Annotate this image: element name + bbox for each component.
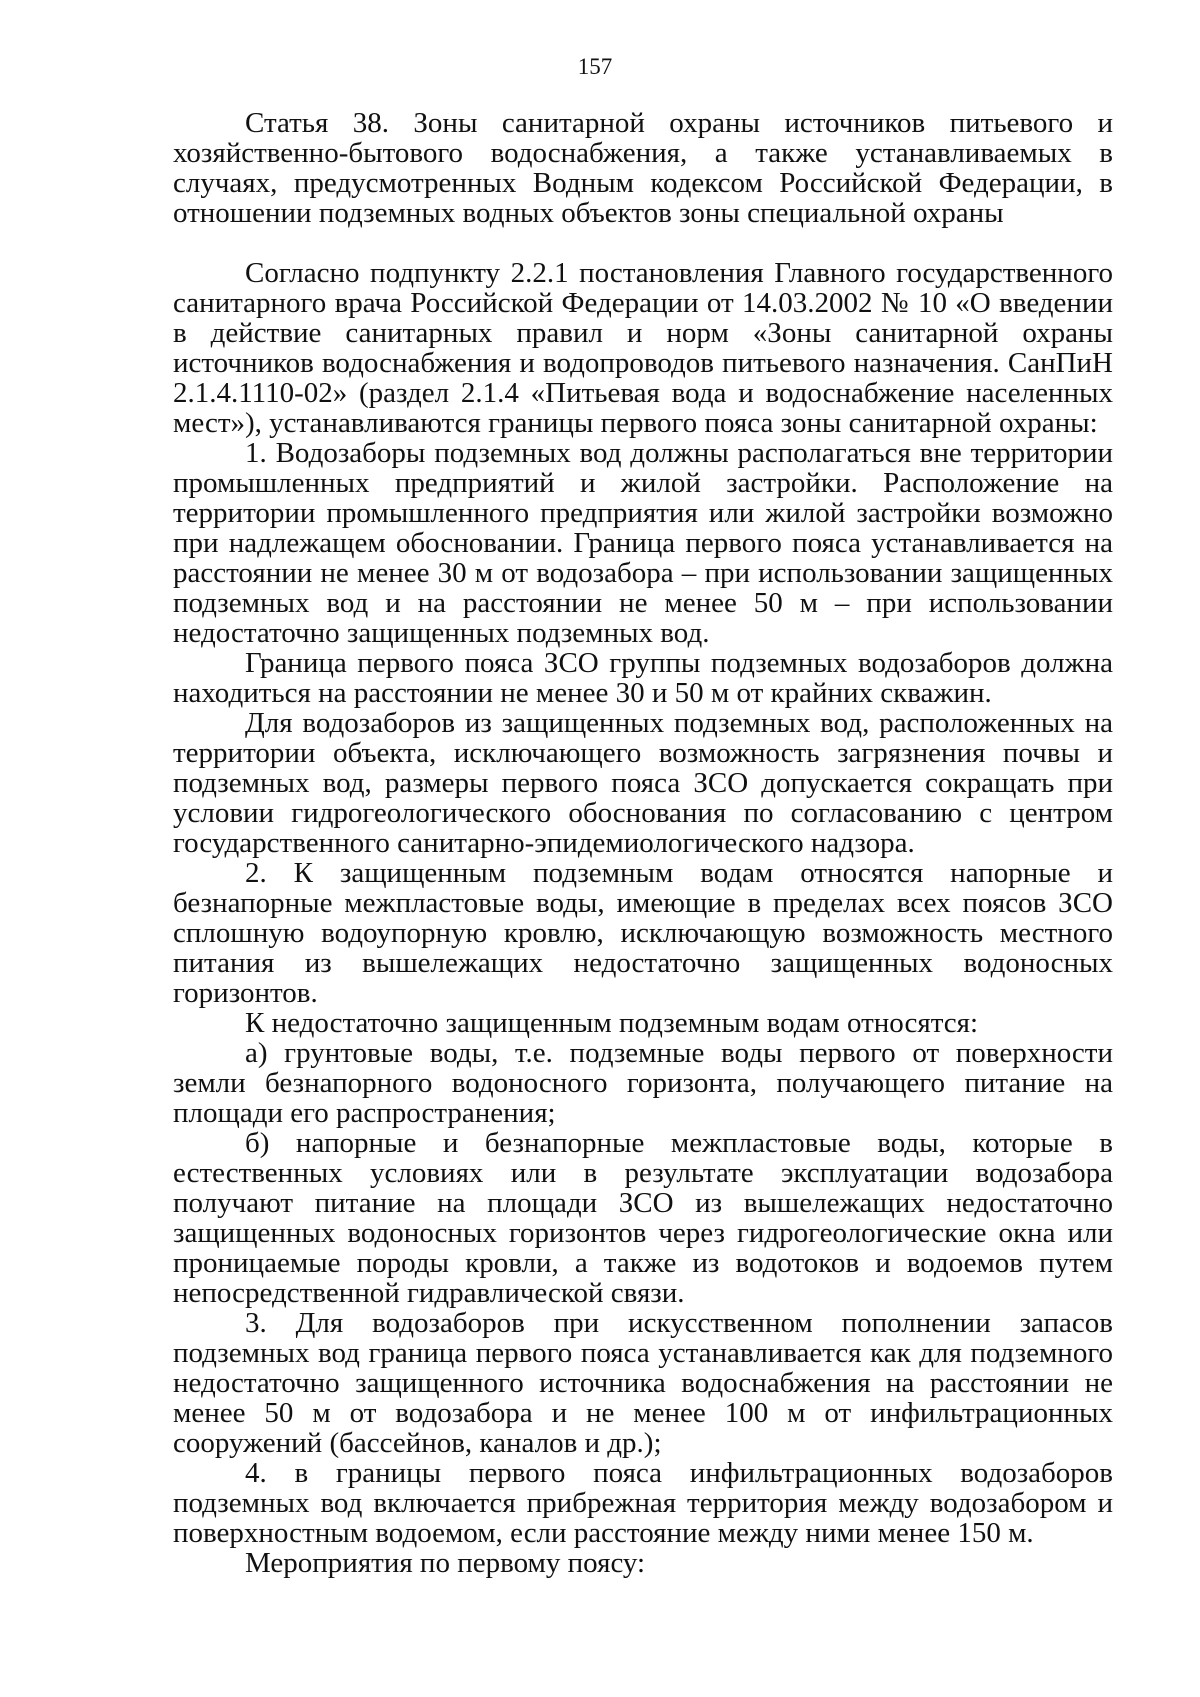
article-heading: Статья 38. Зоны санитарной охраны источников питьевого и хозяйственно-бытового водоснабжения, а также устанавливаемых в случаях, предусмотренных Водным кодексом Российской Федерации, в отношении подземных водных объектов зоны специальной охраны: [173, 107, 1113, 229]
paragraph-insufficient-intro: К недостаточно защищенным подземным водам относятся:: [245, 1007, 979, 1039]
paragraph-item-1: 1. Водозаборы подземных вод должны располагаться вне территории промышленных предприятий и жилой застройки. Расположение на территории промышленного предприятия или жилой застройки возможно при надлежащем обосновании. Граница первого пояса устанавливается на расстоянии не менее 30 м от водозабора – при использовании защищенных подземных вод и на расстоянии не менее 50 м – при использовании недостаточно защищенных подземных вод.: [173, 437, 1113, 649]
paragraph-item-2: 2. К защищенным подземным водам относятся напорные и безнапорные межпластовые воды, имеющие в пределах всех поясов ЗСО сплошную водоупорную кровлю, исключающую возможность местного питания из вышележащих недостаточно защищенных водоносных горизонтов.: [173, 857, 1113, 1009]
paragraph-group-boundary: Граница первого пояса ЗСО группы подземных водозаборов должна находиться на расстоянии не менее 30 и 50 м от крайних скважин.: [173, 647, 1113, 709]
paragraph-protected-waters: Для водозаборов из защищенных подземных вод, расположенных на территории объекта, исключающего возможность загрязнения почвы и подземных вод, размеры первого пояса ЗСО допускается сокращать при условии гидрогеологического обоснования по согласованию с центром государственного санитарно-эпидемиологического надзора.: [173, 707, 1113, 859]
paragraph-item-3: 3. Для водозаборов при искусственном пополнении запасов подземных вод граница первого пояса устанавливается как для подземного недостаточно защищенного источника водоснабжения на расстоянии не менее 50 м от водозабора и не менее 100 м от инфильтрационных сооружений (бассейнов, каналов и др.);: [173, 1307, 1113, 1459]
paragraph-item-a: а) грунтовые воды, т.е. подземные воды первого от поверхности земли безнапорного водоносного горизонта, получающего питание на площади его распространения;: [173, 1037, 1113, 1129]
paragraph-measures: Мероприятия по первому поясу:: [245, 1547, 646, 1579]
document-body: [173, 108, 1113, 1578]
paragraph-item-b: б) напорные и безнапорные межпластовые воды, которые в естественных условиях или в результате эксплуатации водозабора получают питание на площади ЗСО из вышележащих недостаточно защищенных водоносных горизонтов через гидрогеологические окна или проницаемые породы кровли, а также из водотоков и водоемов путем непосредственной гидравлической связи.: [173, 1127, 1113, 1309]
paragraph-item-4: 4. в границы первого пояса инфильтрационных водозаборов подземных вод включается прибрежная территория между водозабором и поверхностным водоемом, если расстояние между ними менее 150 м.: [173, 1457, 1113, 1549]
page-number: 157: [577, 54, 613, 79]
paragraph-basis: Согласно подпункту 2.2.1 постановления Главного государственного санитарного врача Российской Федерации от 14.03.2002 № 10 «О введении в действие санитарных правил и норм «Зоны санитарной охраны источников водоснабжения и водопроводов питьевого назначения. СанПиН 2.1.4.1110-02» (раздел 2.1.4 «Питьевая вода и водоснабжение населенных мест»), устанавливаются границы первого пояса зоны санитарной охраны:: [173, 257, 1113, 439]
